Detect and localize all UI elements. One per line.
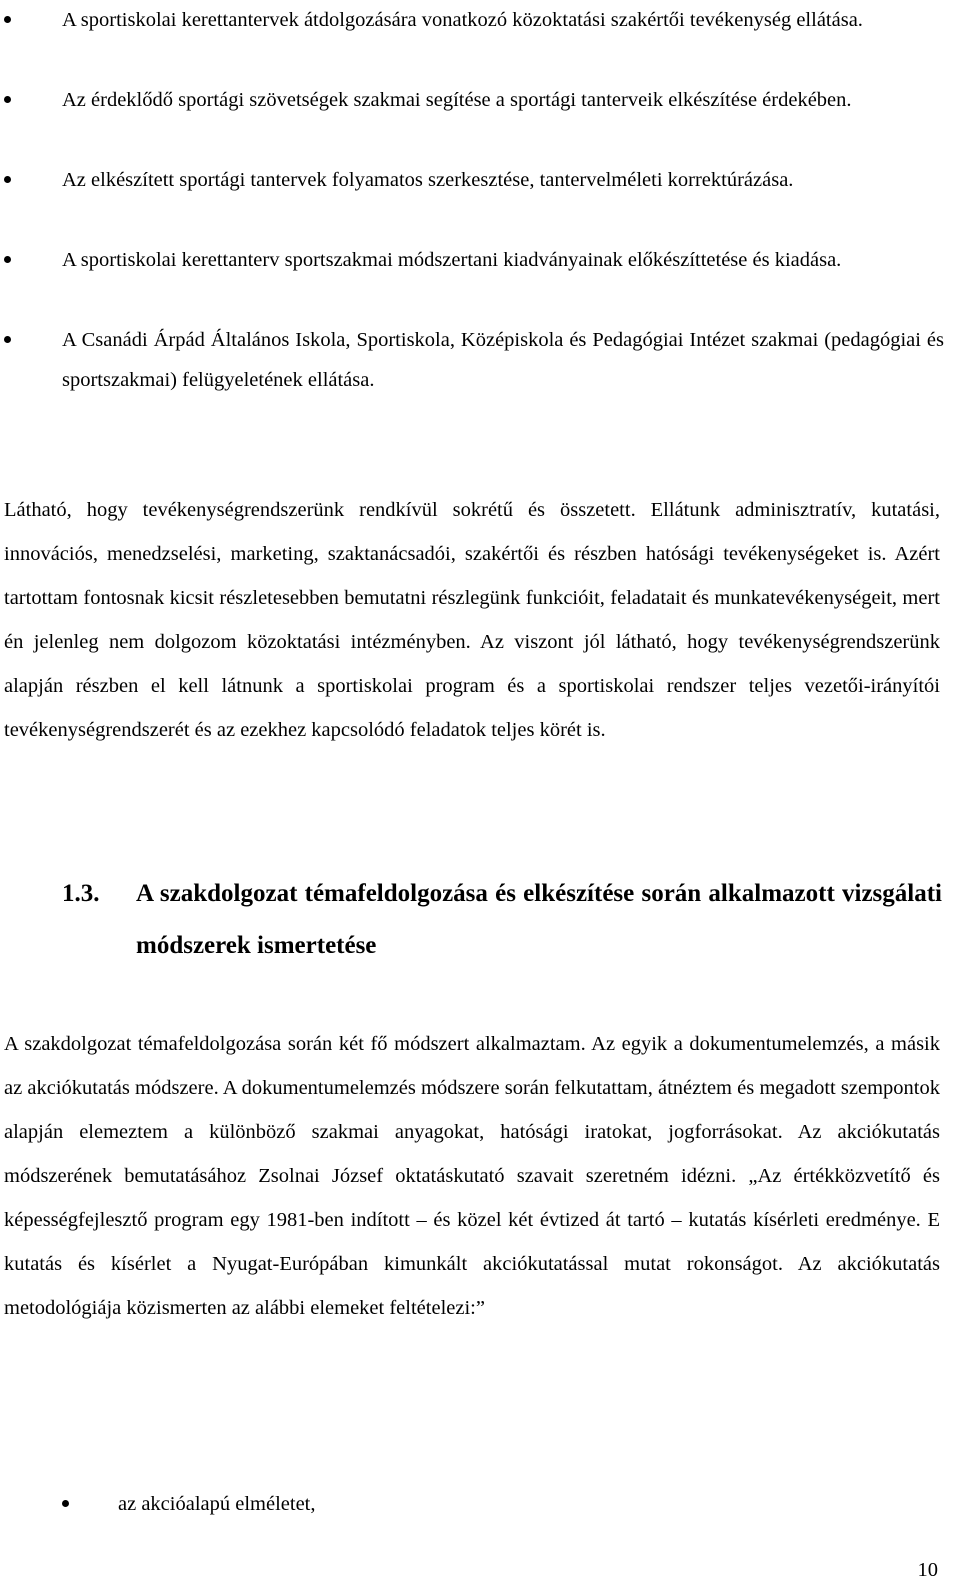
summary-paragraph: Látható, hogy tevékenységrendszerünk rendkívül sokrétű és összetett. Ellátunk adminisztratív, kutatási, innovációs, menedzselési, marketing, szaktanácsadói, szakértői és részben hatósági tevékenységeket is. Azért tartottam fontosnak kicsit részletesebben bemutatni részlegünk funkcióit, feladatait és munkatevékenységeit, mert én jelenleg nem dolgozom közoktatási intézményben. Az viszont jól látható, hogy tevékenységrendszerünk alapján részben el kell látnunk a sportiskolai program és a sportiskolai rendszer teljes vezetői-irányítói tevékenységrendszerét és az ezekhez kapcsolódó feladatok teljes körét is. [4,499,940,741]
activity-bullet-list [0,0,960,400]
bullet-dot-icon [4,256,11,263]
bullet-text: A Csanádi Árpád Általános Iskola, Sportiskola, Középiskola és Pedagógiai Intézet szakmai (pedagógiai és sportszakmai) felügyeletének ellátása. [62,329,944,391]
bullet-dot-icon [4,176,11,183]
bullet-text: Az elkészített sportági tantervek folyamatos szerkesztése, tantervelméleti korrektúrázása. [62,169,794,191]
bullet-text: Az érdeklődő sportági szövetségek szakmai segítése a sportági tanterveik elkészítése érdekében. [62,89,852,111]
bullet-item [0,160,960,240]
bullet-item [0,240,960,320]
bullet-dot-icon [4,96,11,103]
bullet-dot-icon [62,1500,69,1507]
bullet-item [0,80,960,160]
bullet-text: A sportiskolai kerettanterv sportszakmai módszertani kiadványainak előkészíttetése és kiadása. [62,249,842,271]
bullet-text: A sportiskolai kerettantervek átdolgozására vonatkozó közoktatási szakértői tevékenység ellátása. [62,9,863,31]
section-number: 1.3. [62,880,100,907]
bullet-dot-icon [4,16,11,23]
bullet-item [0,320,960,400]
page-number: 10 [917,1559,938,1581]
section-heading [62,868,942,972]
bullet-dot-icon [4,336,11,343]
bullet-item [0,0,960,80]
bullet-text: az akcióalapú elméletet, [118,1493,316,1515]
section-title: A szakdolgozat témafeldolgozása és elkészítése során alkalmazott vizsgálati módszerek ismertetése [136,880,942,959]
methods-paragraph: A szakdolgozat témafeldolgozása során két fő módszert alkalmaztam. Az egyik a dokumentumelemzés, a másik az akciókutatás módszere. A dokumentumelemzés módszere során felkutattam, átnéztem és megadott szempontok alapján elemeztem a különböző szakmai anyagokat, hatósági iratokat, jogforrásokat. Az akciókutatás módszerének bemutatásához Zsolnai József oktatáskutató szavait szeretném idézni. „Az értékközvetítő és képességfejlesztő program egy 1981-ben indított – és közel két évtized át tartó – kutatás kísérleti eredménye. E kutatás és kísérlet a Nyugat-Európában kimunkált akciókutatással mutat rokonságot. Az akciókutatás metodológiája közismerten az alábbi elemeket feltételezi:” [4,1033,940,1319]
